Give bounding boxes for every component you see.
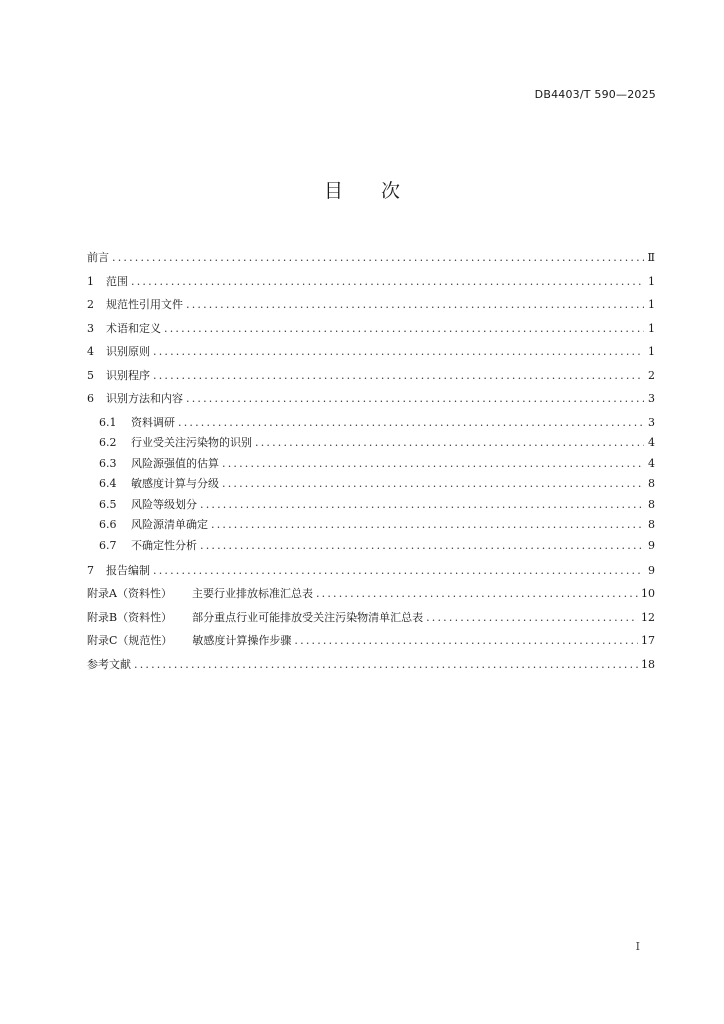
toc-entry-2[interactable] (87, 296, 655, 320)
toc-entry-7[interactable] (87, 562, 655, 586)
toc-entry-label: 识别原则 (106, 345, 150, 358)
toc-leader-dots (426, 611, 638, 624)
toc-entry-label: 范围 (106, 274, 128, 288)
toc-entry-number: 3 (87, 321, 94, 335)
toc-entry-label: 报告编制 (106, 563, 150, 577)
toc-entry-label: 识别方法和内容 (106, 392, 183, 405)
toc-entry-appendix-c[interactable] (87, 632, 655, 656)
toc-entry-6-1[interactable] (87, 414, 655, 435)
toc-entry-6-5[interactable] (87, 496, 655, 517)
toc-entry-number: 附录B（资料性） (87, 610, 173, 624)
toc-entry-number: 6.5 (99, 497, 117, 511)
toc-entry-3[interactable] (87, 320, 655, 344)
toc-entry-6[interactable] (87, 390, 655, 414)
toc-leader-dots (112, 251, 644, 264)
toc-entry-number: 6 (87, 392, 94, 405)
toc-entry-6-7[interactable] (87, 537, 655, 558)
toc-leader-dots (131, 275, 644, 288)
toc-entry-page: Ⅱ (647, 251, 655, 264)
toc-entry-label: 前言 (87, 251, 109, 264)
toc-entry-6-6[interactable] (87, 516, 655, 537)
toc-entry-page: 1 (648, 298, 655, 311)
toc-entry-number: 6.3 (99, 456, 117, 470)
toc-entry-label: 风险源强值的估算 (131, 456, 219, 470)
toc-leader-dots (200, 539, 644, 552)
toc-leader-dots (178, 416, 644, 429)
toc-entry-page: 4 (648, 456, 655, 470)
toc-entry-page: 9 (648, 539, 655, 553)
toc-entry-page: 18 (641, 657, 655, 671)
toc-entry-number: 5 (87, 368, 94, 382)
toc-entry-page: 3 (648, 392, 655, 405)
toc-leader-dots (153, 345, 644, 358)
toc-entry-number: 6.7 (99, 539, 117, 553)
toc-entry-page: 17 (641, 634, 655, 648)
toc-leader-dots (222, 477, 644, 490)
toc-leader-dots (186, 298, 644, 311)
toc-entry-page: 12 (641, 610, 655, 624)
toc-entry-label: 风险等级划分 (131, 497, 197, 511)
toc-entry-references[interactable] (87, 656, 655, 680)
toc-leader-dots (153, 564, 644, 577)
toc-entry-number: 6.6 (99, 518, 117, 532)
toc-entry-label: 敏感度计算操作步骤 (192, 634, 292, 648)
toc-entry-page: 8 (648, 497, 655, 511)
toc-entry-page: 8 (648, 477, 655, 491)
toc-entry-number: 6.2 (99, 436, 117, 450)
toc-entry-page: 9 (648, 563, 655, 577)
toc-leader-dots (294, 634, 638, 647)
toc-entry-label: 资料调研 (131, 415, 175, 429)
toc-entry-label: 行业受关注污染物的识别 (131, 436, 252, 450)
toc-entry-page: 4 (648, 436, 655, 450)
page-title (0, 176, 724, 203)
toc-entry-label: 主要行业排放标准汇总表 (191, 587, 313, 601)
toc-entry-6-4[interactable] (87, 475, 655, 496)
toc-leader-dots (316, 587, 638, 600)
toc-entry-page: 2 (648, 368, 655, 382)
toc-entry-4[interactable] (87, 343, 655, 367)
toc-entry-appendix-a[interactable] (87, 585, 655, 609)
toc-entry-label: 规范性引用文件 (106, 298, 183, 311)
toc-entry-page: 1 (648, 345, 655, 358)
toc-entry-label: 不确定性分析 (131, 539, 197, 553)
toc-entry-label: 风险源清单确定 (131, 518, 208, 532)
toc-entry-foreword[interactable] (87, 249, 655, 273)
toc-entry-label: 参考文献 (87, 657, 131, 671)
toc-entry-page: 8 (648, 518, 655, 532)
toc-leader-dots (222, 457, 644, 470)
document-code: DB4403/T 590—2025 (534, 88, 656, 101)
toc-entry-number: 1 (87, 274, 94, 288)
toc-leader-dots (200, 498, 644, 511)
toc-entry-5[interactable] (87, 367, 655, 391)
toc-entry-6-2[interactable] (87, 434, 655, 455)
toc-entry-number: 附录A（资料性） (87, 587, 172, 601)
title-char-1: 目 (323, 180, 343, 202)
toc-leader-dots (255, 436, 644, 449)
toc-leader-dots (153, 369, 644, 382)
toc-entry-label: 部分重点行业可能排放受关注污染物清单汇总表 (192, 610, 424, 624)
table-of-contents (87, 249, 655, 679)
toc-entry-number: 附录C（规范性） (87, 634, 173, 648)
toc-entry-number: 2 (87, 298, 94, 311)
page-number: I (635, 940, 640, 953)
toc-entry-label: 敏感度计算与分级 (131, 477, 219, 491)
toc-leader-dots (164, 322, 644, 335)
toc-entry-1[interactable] (87, 273, 655, 297)
toc-entry-number: 6.1 (99, 415, 117, 429)
toc-entry-number: 6.4 (99, 477, 117, 491)
toc-entry-label: 术语和定义 (106, 321, 161, 335)
toc-leader-dots (211, 518, 644, 531)
toc-entry-page: 3 (648, 415, 655, 429)
toc-entry-label: 识别程序 (106, 368, 150, 382)
toc-entry-6-3[interactable] (87, 455, 655, 476)
toc-entry-number: 4 (87, 345, 94, 358)
toc-entry-page: 1 (648, 321, 655, 335)
title-char-2: 次 (381, 180, 401, 202)
toc-entry-number: 7 (87, 563, 94, 577)
toc-leader-dots (134, 658, 638, 671)
toc-entry-page: 1 (648, 274, 655, 288)
toc-leader-dots (186, 392, 644, 405)
toc-entry-appendix-b[interactable] (87, 609, 655, 633)
toc-entry-page: 10 (641, 587, 655, 601)
